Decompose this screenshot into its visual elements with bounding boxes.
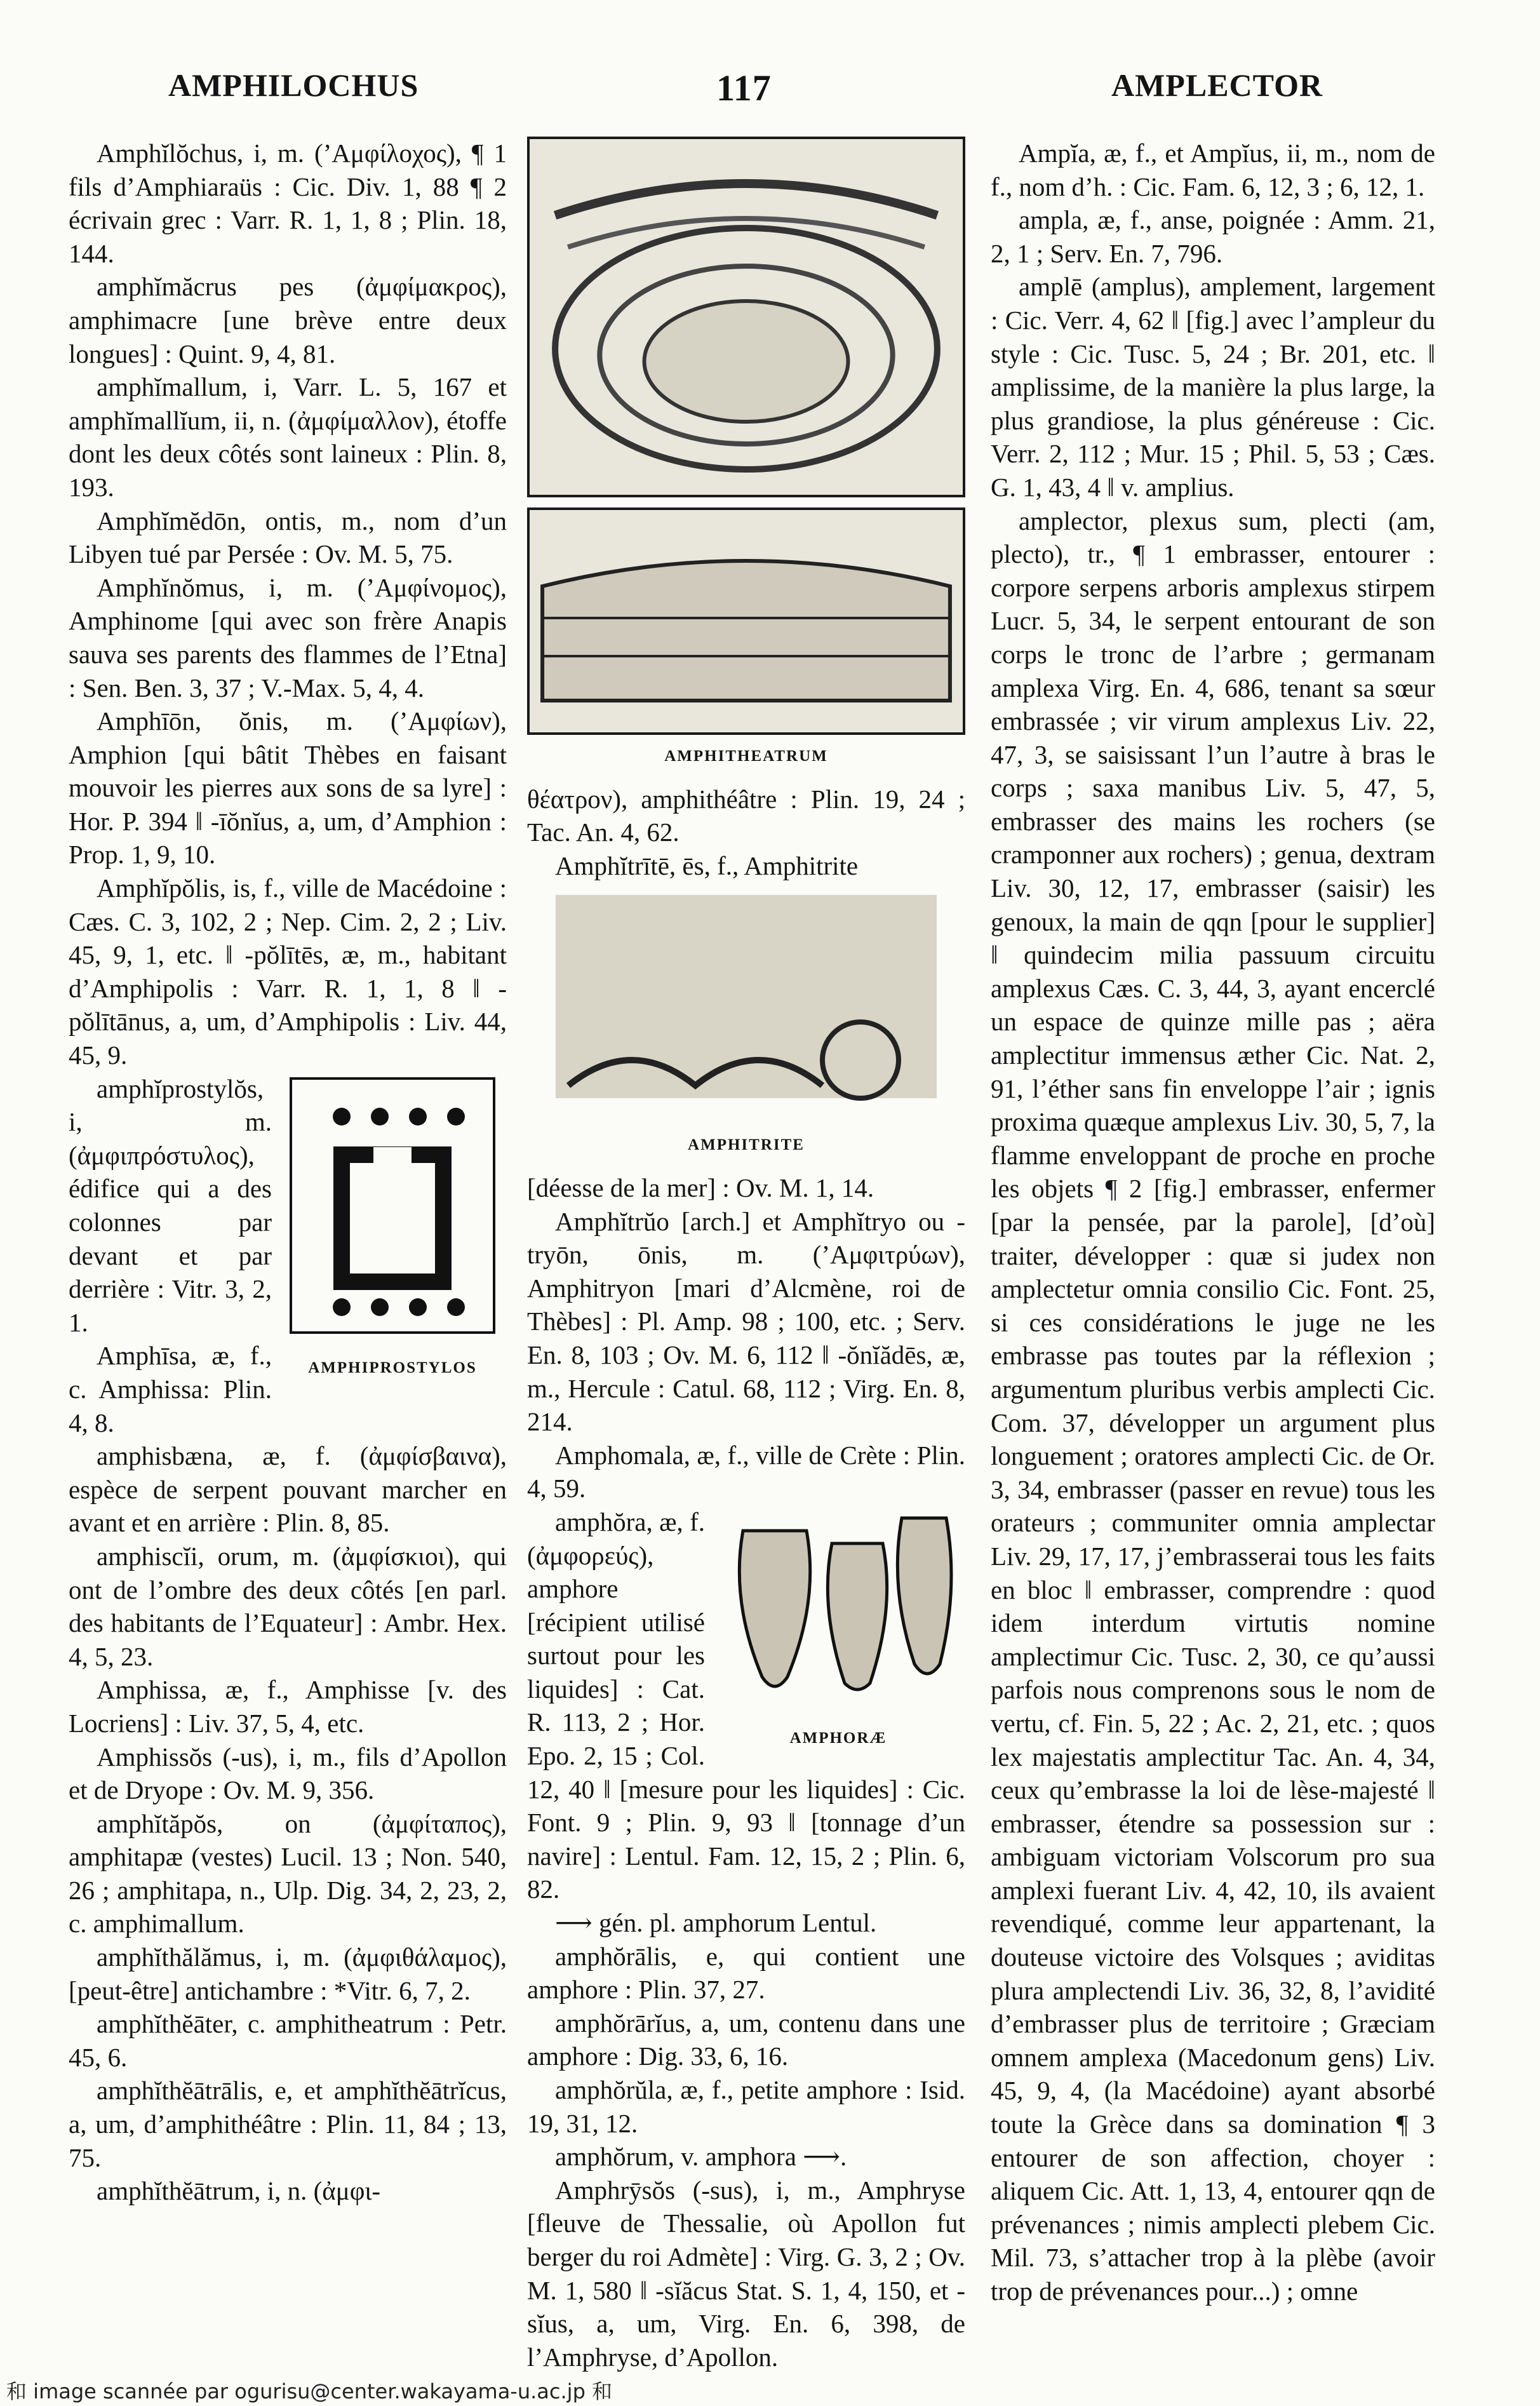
entry-amphora: amphŏra, æ, f. (ἀμφορεύς), amphore [récipient utilisé surtout pour les liquides] : Cat. R. 113, 2 ; Hor. Epo. 2, 15 ; Col. 12, 40 ‖ [mesure pour les liquides] : Cic. Font. 9 ; Plin. 9, 93 ‖ [tonnage d’un navire] : Lentul. Fam. 12, 15, 2 ; Plin. 6, 82. <box>527 1507 965 1904</box>
figure-caption: AMPHITRITE <box>688 1136 805 1154</box>
entry-amphinomus: Amphĭnŏmus, i, m. (’Αμφίνομος), Amphinome [qui avec son frère Anapis sauva ses parents des flammes de l’Etna] : Sen. Ben. 3, 37 ; V.-Max. 5, 4, 4. <box>69 572 507 702</box>
amphitrite-chariot-illustration <box>527 882 965 1124</box>
figure-amphiprostylos <box>278 1072 507 1385</box>
entry-amphitheatrum: amphĭthĕātrum, i, n. (ἀμφι- <box>97 2176 381 2206</box>
right-guide-word: AMPLECTOR <box>1111 67 1323 103</box>
figure-caption: AMPHORÆ <box>789 1729 887 1747</box>
entry-amphion: Amphīōn, ŏnis, m. (’Αμφίων), Amphion [qui bâtit Thèbes en faisant mouvoir les pierres aux sons de sa lyre] : Hor. P. 394 ‖ -īŏnĭus, a, um, d’Amphion : Prop. 1, 9, 10. <box>69 706 507 870</box>
entry-amphisa: Amphīsa, æ, f., c. Amphissa: Plin. 4, 8. <box>69 1341 272 1437</box>
entry-ample: amplē (amplus), amplement, largement : Cic. Verr. 4, 62 ‖ [fig.] avec l’ampleur du style : Cic. Tusc. 5, 24 ; Br. 201, etc. ‖ amplissime, de la manière la plus large, la plus grandiose, la plus généreuse : Cic. Verr. 2, 112 ; Mur. 15 ; Phil. 5, 53 ; Cæs. G. 1, 43, 4 ‖ v. amplius. <box>991 272 1435 502</box>
entry-amphimedon: Amphĭmĕdōn, ontis, m., nom d’un Libyen tué par Persée : Ov. M. 5, 75. <box>69 506 507 569</box>
entry-amphissa: Amphissa, æ, f., Amphisse [v. des Locriens] : Liv. 37, 5, 4, etc. <box>69 1675 507 1738</box>
page-header <box>0 67 1540 124</box>
column-3 <box>991 137 1435 2379</box>
entry-amphitrite: Amphĭtrītē, ēs, f., Amphitrite <box>555 850 859 880</box>
page-number: 117 <box>716 67 772 109</box>
entry-amplector: amplector, plexus sum, plecti (am, plecto), tr., ¶ 1 embrasser, entourer : corpore serpens arboris amplexus stirpem Lucr. 5, 34, le serpent entourant de son corps le tronc de l’arbre ; germanam amplexa Virg. En. 4, 686, tenant sa sœur embrassée ; vir virum amplexus Liv. 22, 47, 3, se saisissant l’un l’autre à bras le corps ; saxa manibus Liv. 5, 47, 5, embrasser des mains les rochers (se cramponner aux rochers) ; genua, dextram Liv. 30, 12, 17, embrasser (saisir) les genoux, la main de qqn [pour le supplier] ‖ quindecim milia passuum circuitu amplexus Cæs. C. 3, 44, 3, ayant encerclé un espace de quinze mille pas ; aëra amplectitur immensus æther Cic. Nat. 2, 91, l’éther sans fin enveloppe l’air ; ignis proxima quæque amplexus Liv. 30, 5, 7, la flamme enveloppant de proche en proche les objets ¶ 2 [fig.] embrasser, enfermer [par la pensée, par la parole], [d’où] traiter, développer : quæ si judex non amplectetur omnia consilio Cic. Font. 25, si ces considérations le juge ne les embrasse pas toutes par la réflexion ; argumentum pluribus verbis amplecti Cic. Com. 37, développer un argument plus longuement ; oratores amplecti Cic. de Or. 3, 34, embrasser (passer en revue) tous les orateurs ; communiter omnia amplectar Liv. 29, 17, 17, j’embrasserai tous les faits en bloc ‖ embrasser, comprendre : quod idem interdum virtutis nomine amplectimur Cic. Tusc. 2, 30, ce qu’aussi parfois nous comprenons sous le nom de vertu, cf. Fin. 5, 22 ; Ac. 2, 21, etc. ; quos lex majestatis amplectitur Tac. An. 4, 34, ceux qu’embrasse la loi de lèse-majesté ‖ embrasser, étendre sa possession sur : ambiguam victoriam Volscorum pro sua amplexi fuerant Liv. 4, 42, 10, ils avaient revendiqué, comme leur appartenant, la douteuse victoire des Volsques ; aviditas plura amplectendi Liv. 36, 32, 8, l’avidité d’embrasser plus de territoire ; Græciam omnem amplexa (Macedonum gens) Liv. 45, 9, 4, (la Macédoine) ayant absorbé toute la Grèce dans sa domination ¶ 3 entourer de son affection, choyer : aliquem Cic. Att. 1, 13, 4, entourer qqn de prévenances ; nimis amplecti plebem Cic. Mil. 73, s’attacher trop à la plèbe (avoir trop de prévenances pour...) ; omne <box>991 506 1435 2306</box>
entry-amphiscii: amphiscĭi, orum, m. (ἀμφίσκιοι), qui ont de l’ombre des deux côtés [en parl. des habitants de l’Equateur] : Ambr. Hex. 4, 5, 23. <box>69 1541 507 1671</box>
figure-amphitrite <box>527 882 965 1162</box>
entry-ampla: ampla, æ, f., anse, poignée : Amm. 21, 2, 1 ; Serv. En. 7, 796. <box>991 205 1435 268</box>
entry-amphissos: Amphissŏs (-us), i, m., fils d’Apollon et de Dryope : Ov. M. 9, 356. <box>69 1742 507 1805</box>
entry-amphoralis: amphŏrālis, e, qui contient une amphore : Plin. 37, 27. <box>527 1941 965 2005</box>
entry-amphomala: Amphomala, æ, f., ville de Crète : Plin. 4, 59. <box>527 1440 965 1503</box>
left-guide-word: AMPHILOCHUS <box>168 67 419 103</box>
amphiprostylos-plan-illustration <box>285 1072 500 1339</box>
figure-amphorae <box>711 1505 965 1755</box>
colosseum-interior-illustration <box>527 137 965 497</box>
entry-amphorula: amphŏrŭla, æ, f., petite amphore : Isid. 19, 31, 12. <box>527 2075 965 2138</box>
figure-caption: AMPHITHEATRUM <box>664 748 828 765</box>
figure-amphitheatrum <box>527 137 965 774</box>
figure-caption: AMPHIPROSTYLOS <box>308 1359 477 1377</box>
entry-amphitruo: Amphĭtrŭo [arch.] et Amphĭtryo ou -tryōn, ōnis, m. (’Αμφιτρύων), Amphitryon [mari d’Alcmène, roi de Thèbes] : Pl. Amp. 98 ; 100, etc. ; Serv. En. 8, 103 ; Ov. M. 6, 112 ‖ -ŏnĭădēs, æ, m., Hercule : Catul. 68, 112 ; Virg. En. 8, 214. <box>527 1206 965 1437</box>
scan-credit-footer: 和 image scannée par ogurisu@center.wakayama-u.ac.jp 和 <box>6 2379 613 2403</box>
entry-amphorarius: amphŏrārĭus, a, um, contenu dans une amphore : Dig. 33, 6, 16. <box>527 2008 965 2071</box>
entry-amphorum: amphŏrum, v. amphora ⟶. <box>555 2142 847 2172</box>
entry-amphitapos: amphĭtăpŏs, on (ἀμφίταπος), amphitapæ (vestes) Lucil. 13 ; Non. 540, 26 ; amphitapa, n., Ulp. Dig. 34, 2, 23, 2, c. amphimallum. <box>69 1808 507 1939</box>
colosseum-exterior-illustration <box>527 507 965 735</box>
column-2 <box>527 137 965 2379</box>
entry-amphitheater: amphĭthĕāter, c. amphitheatrum : Petr. 45, 6. <box>69 2009 507 2072</box>
entry-amphimallum: amphĭmallum, i, Varr. L. 5, 167 et amphĭmallĭum, ii, n. (ἀμφίμαλλον), étoffe dont les deux côtés sont laineux : Plin. 8, 193. <box>69 372 507 502</box>
entry-ampia: Ampĭa, æ, f., et Ampĭus, ii, m., nom de f., nom d’h. : Cic. Fam. 6, 12, 3 ; 6, 12, 1. <box>991 138 1435 201</box>
entry-amphisbaena: amphisbæna, æ, f. (ἀμφίσβαινα), espèce de serpent pouvant marcher en avant et en arrière : Plin. 8, 85. <box>69 1441 507 1538</box>
entry-amphitheatrum-cont: θέατρον), amphithéâtre : Plin. 19, 24 ; Tac. An. 4, 62. <box>527 784 965 847</box>
entry-amphipolis: Amphĭpŏlis, is, f., ville de Macédoine : Cæs. C. 3, 102, 2 ; Nep. Cim. 2, 2 ; Liv. 45, 9, 1, etc. ‖ -pŏlītēs, æ, m., habitant d’Amphipolis : Varr. R. 1, 1, 8 ‖ -pŏlītānus, a, um, d’Amphipolis : Liv. 44, 45, 9. <box>69 873 507 1070</box>
column-1 <box>69 137 507 2379</box>
entry-amphrysos: Amphrȳsŏs (-sus), i, m., Amphryse [fleuve de Thessalie, où Apollon fut berger du roi Admète] : Virg. G. 3, 2 ; Ov. M. 1, 580 ‖ -sĭăcus Stat. S. 1, 4, 150, et -sĭus, a, um, Virg. En. 6, 398, de l’Amphryse, d’Apollon. <box>527 2175 965 2372</box>
amphorae-illustration <box>711 1505 965 1709</box>
entry-amphimacrus: amphĭmăcrus pes (ἀμφίμακρος), amphimacre [une brève entre deux longues] : Quint. 9, 4, 81. <box>69 272 507 368</box>
entry-amphiprostylos: amphĭprostylŏs, i, m. (ἀμφιπρόστυλος), édifice qui a des colonnes par devant et par derrière : Vitr. 3, 2, 1. <box>69 1073 272 1337</box>
entry-amphitrite-cont: [déesse de la mer] : Ov. M. 1, 14. <box>527 1173 874 1202</box>
entry-amphilochus: Amphĭlŏchus, i, m. (’Αμφίλοχος), ¶ 1 fils d’Amphiaraüs : Cic. Div. 1, 88 ¶ 2 écrivain grec : Varr. R. 1, 1, 8 ; Plin. 18, 144. <box>69 138 507 268</box>
entry-amphora-note: ⟶ gén. pl. amphorum Lentul. <box>555 1908 877 1938</box>
entry-amphithalamus: amphĭthălămus, i, m. (ἀμφιθάλαμος), [peut-être] antichambre : *Vitr. 6, 7, 2. <box>69 1942 507 2005</box>
entry-amphitheatralis: amphĭthĕātrālis, e, et amphĭthĕātrĭcus, a, um, d’amphithéâtre : Plin. 11, 84 ; 13, 75. <box>69 2076 507 2172</box>
